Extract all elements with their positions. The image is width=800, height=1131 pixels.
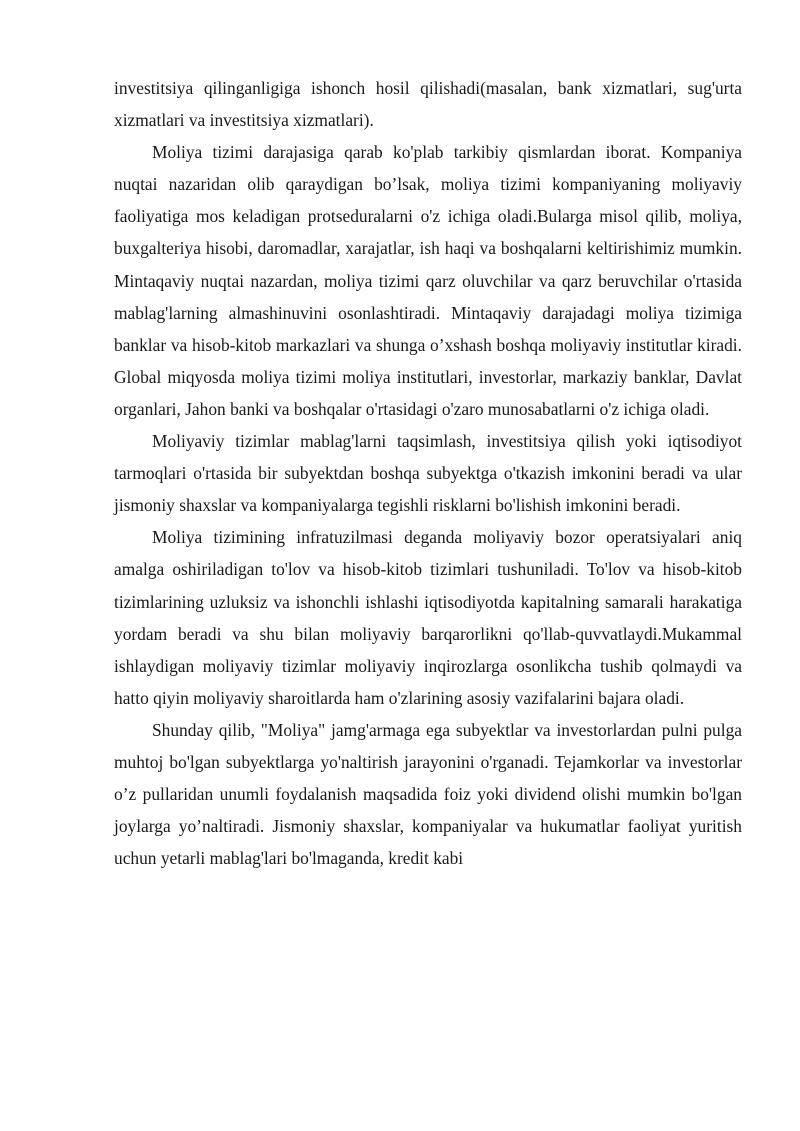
- paragraph-financial-system-components: Moliya tizimi darajasiga qarab ko'plab tarkibiy qismlardan iborat. Kompaniya nuqtai nazaridan olib qaraydigan bo’lsak, moliya tizimi kompaniyaning moliyaviy faoliyatiga mos keladigan protseduralarni o'z ichiga oladi.Bularga misol qilib, moliya, buxgalteriya hisobi, daromadlar, xarajatlar, ish haqi va boshqalarni keltirishimiz mumkin. Mintaqaviy nuqtai nazardan, moliya tizimi qarz oluvchilar va qarz beruvchilar o'rtasida mablag'larning almashinuvini osonlashtiradi. Mintaqaviy darajadagi moliya tizimiga banklar va hisob-kitob markazlari va shunga o’xshash boshqa moliyaviy institutlar kiradi. Global miqyosda moliya tizimi moliya institutlari, investorlar, markaziy banklar, Davlat organlari, Jahon banki va boshqalar o'rtasidagi o'zaro munosabatlarni o'z ichiga oladi.: [114, 142, 742, 419]
- paragraph-continuation: investitsiya qilinganligiga ishonch hosil qilishadi(masalan, bank xizmatlari, sug'urta xizmatlari va investitsiya xizmatlari).: [114, 78, 742, 131]
- document-page: [114, 72, 742, 874]
- paragraph-infrastructure: Moliya tizimining infratuzilmasi deganda moliyaviy bozor operatsiyalari aniq amalga oshiriladigan to'lov va hisob-kitob tizimlari tushuniladi. To'lov va hisob-kitob tizimlarining uzluksiz va ishonchli ishlashi iqtisodiyotda kapitalning samarali harakatiga yordam beradi va shu bilan moliyaviy barqarorlikni qo'llab-quvvatlaydi.Mukammal ishlaydigan moliyaviy tizimlar moliyaviy inqirozlarga osonlikcha tushib qolmaydi va hatto qiyin moliyaviy sharoitlarda ham o'zlarining asosiy vazifalarini bajara oladi.: [114, 527, 742, 708]
- paragraph-financial-systems-allocation: Moliyaviy tizimlar mablag'larni taqsimlash, investitsiya qilish yoki iqtisodiyot tarmoqlari o'rtasida bir subyektdan boshqa subyektga o'tkazish imkonini beradi va ular jismoniy shaxslar va kompaniyalarga tegishli risklarni bo'lishish imkonini beradi.: [114, 431, 742, 516]
- paragraph-conclusion: Shunday qilib, "Moliya" jamg'armaga ega subyektlar va investorlardan pulni pulga muhtoj bo'lgan subyektlarga yo'naltirish jarayonini o'rganadi. Tejamkorlar va investorlar o’z pullaridan unumli foydalanish maqsadida foiz yoki dividend olishi mumkin bo'lgan joylarga yo’naltiradi. Jismoniy shaxslar, kompaniyalar va hukumatlar faoliyat yuritish uchun yetarli mablag'lari bo'lmaganda, kredit kabi: [114, 719, 742, 869]
